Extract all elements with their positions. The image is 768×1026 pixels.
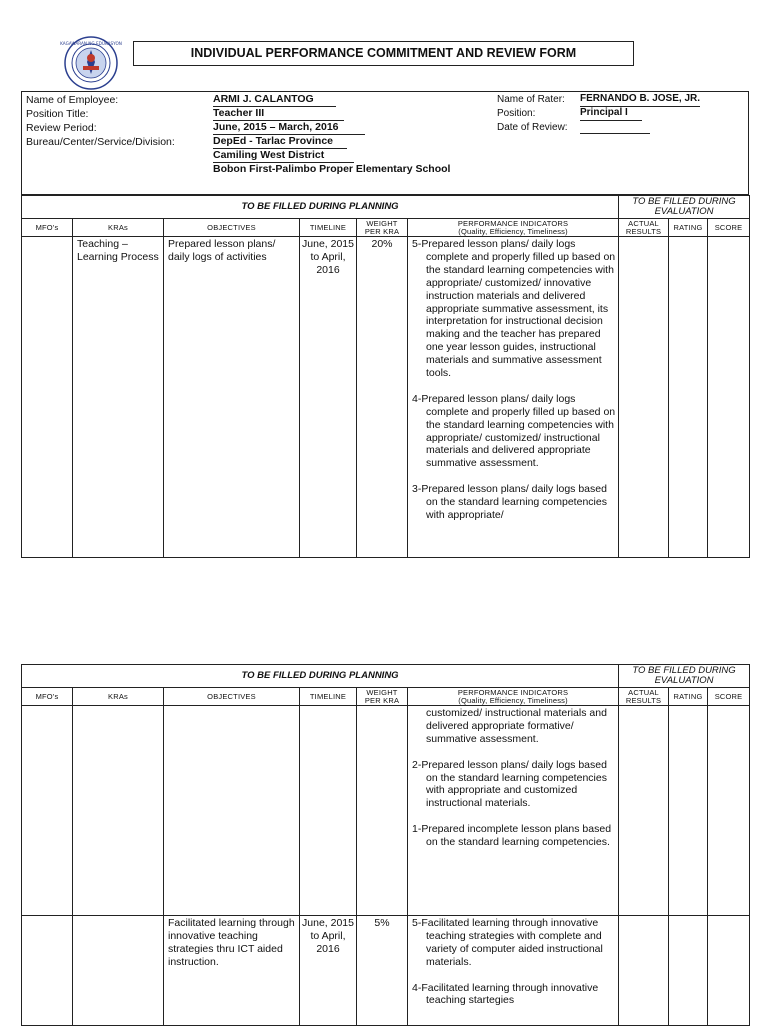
col-rating: RATING xyxy=(669,688,708,706)
indicator-4: 4-Facilitated learning through innovative teaching startegies xyxy=(412,981,599,1007)
indicator-5: 5-Facilitated learning through innovative teaching strategies with complete and variety of computer aided instructional materials. xyxy=(412,917,603,968)
col-performance-indicators: PERFORMANCE INDICATORS (Quality, Efficiency, Timeliness) xyxy=(408,688,619,706)
indicator-5: 5-Prepared lesson plans/ daily logs complete and properly filled up based on the standard learning competencies with appropriate/ customized/ innovative instruction materials and delivered appropriate summative assessment, its interpretation for instructional decision making and the teacher has prepared one year lesson guides, instructional materials and summative assessment tools. xyxy=(412,238,616,380)
mfo-cell xyxy=(22,706,73,916)
table-row xyxy=(22,706,750,916)
col-actual-results: ACTUAL RESULTS xyxy=(619,688,669,706)
col-timeline: TIMELINE xyxy=(300,688,357,706)
rating-cell xyxy=(669,237,708,558)
score-cell xyxy=(708,916,750,1026)
indicator-4: 4-Prepared lesson plans/ daily logs complete and properly filled up based on the standard learning competencies with appropriate/ customized/ instructional materials and delivered appropriate summative assessment. xyxy=(412,392,616,470)
position-title-label: Position Title: xyxy=(26,108,89,120)
performance-table-page-2 xyxy=(21,664,750,1026)
mfo-cell xyxy=(22,237,73,558)
employee-name-label: Name of Employee: xyxy=(26,94,119,106)
evaluation-section-header: TO BE FILLED DURING EVALUATION xyxy=(619,665,750,688)
form-title: INDIVIDUAL PERFORMANCE COMMITMENT AND REVIEW FORM xyxy=(133,41,634,66)
indicator-3: 3-Prepared lesson plans/ daily logs based on the standard learning competencies with appropriate/ xyxy=(412,483,607,521)
indicators-cell xyxy=(408,237,619,558)
objective-cell: Facilitated learning through innovative teaching strategies thru ICT aided instruction. xyxy=(164,916,300,1026)
col-weight: WEIGHT PER KRA xyxy=(357,219,408,237)
weight-cell: 20% xyxy=(357,237,408,558)
review-date-label: Date of Review: xyxy=(497,122,568,133)
actual-results-cell xyxy=(619,237,669,558)
col-kra: KRAs xyxy=(73,688,164,706)
col-objectives: OBJECTIVES xyxy=(164,219,300,237)
weight-cell xyxy=(357,706,408,916)
svg-text:KAGAWARAN NG EDUKASYON: KAGAWARAN NG EDUKASYON xyxy=(60,41,122,46)
col-actual-results: ACTUAL RESULTS xyxy=(619,219,669,237)
kra-cell xyxy=(73,706,164,916)
actual-results-cell xyxy=(619,706,669,916)
col-mfo: MFO's xyxy=(22,219,73,237)
col-objectives: OBJECTIVES xyxy=(164,688,300,706)
bureau-line-2: Camiling West District xyxy=(213,149,354,163)
actual-results-cell xyxy=(619,916,669,1026)
col-score: SCORE xyxy=(708,219,750,237)
timeline-cell: June, 2015 to April, 2016 xyxy=(300,237,357,558)
review-period: June, 2015 – March, 2016 xyxy=(213,121,365,135)
rater-position: Principal I xyxy=(580,107,642,121)
rater-name-label: Name of Rater: xyxy=(497,94,565,105)
col-performance-indicators: PERFORMANCE INDICATORS (Quality, Efficiency, Timeliness) xyxy=(408,219,619,237)
indicator-2: 2-Prepared lesson plans/ daily logs based on the standard learning competencies with appropriate and customized instructional materials. xyxy=(412,758,607,810)
bureau-line-3: Bobon First-Palimbo Proper Elementary School xyxy=(213,163,451,175)
position-title: Teacher III xyxy=(213,107,344,121)
col-mfo: MFO's xyxy=(22,688,73,706)
review-date xyxy=(580,121,650,134)
planning-section-header: TO BE FILLED DURING PLANNING xyxy=(22,196,619,219)
employee-info-block xyxy=(21,91,749,195)
indicator-1: 1-Prepared incomplete lesson plans based on the standard learning competencies. xyxy=(412,823,612,849)
indicators-cell xyxy=(408,706,619,916)
timeline-cell: June, 2015 to April, 2016 xyxy=(300,916,357,1026)
planning-section-header: TO BE FILLED DURING PLANNING xyxy=(22,665,619,688)
performance-table-page-1 xyxy=(21,195,750,558)
col-score: SCORE xyxy=(708,688,750,706)
weight-cell: 5% xyxy=(357,916,408,1026)
col-timeline: TIMELINE xyxy=(300,219,357,237)
score-cell xyxy=(708,237,750,558)
rating-cell xyxy=(669,916,708,1026)
objective-cell xyxy=(164,706,300,916)
table-row xyxy=(22,237,750,558)
rating-cell xyxy=(669,706,708,916)
timeline-cell xyxy=(300,706,357,916)
review-period-label: Review Period: xyxy=(26,122,97,134)
indicator-3-continued: customized/ instructional materials and delivered appropriate formative/ summative assessment. xyxy=(426,707,607,745)
evaluation-section-header: TO BE FILLED DURING EVALUATION xyxy=(619,196,750,219)
table-row xyxy=(22,916,750,1026)
objective-cell: Prepared lesson plans/ daily logs of activities xyxy=(164,237,300,558)
indicators-cell xyxy=(408,916,619,1026)
col-rating: RATING xyxy=(669,219,708,237)
rater-name: FERNANDO B. JOSE, JR. xyxy=(580,93,700,107)
kra-cell: Teaching – Learning Process xyxy=(73,237,164,558)
col-kra: KRAs xyxy=(73,219,164,237)
bureau-label: Bureau/Center/Service/Division: xyxy=(26,136,175,148)
mfo-cell xyxy=(22,916,73,1026)
employee-name: ARMI J. CALANTOG xyxy=(213,93,336,107)
score-cell xyxy=(708,706,750,916)
col-weight: WEIGHT PER KRA xyxy=(357,688,408,706)
rater-position-label: Position: xyxy=(497,108,536,119)
deped-seal-logo xyxy=(60,36,122,90)
bureau-line-1: DepEd - Tarlac Province xyxy=(213,135,347,149)
kra-cell xyxy=(73,916,164,1026)
